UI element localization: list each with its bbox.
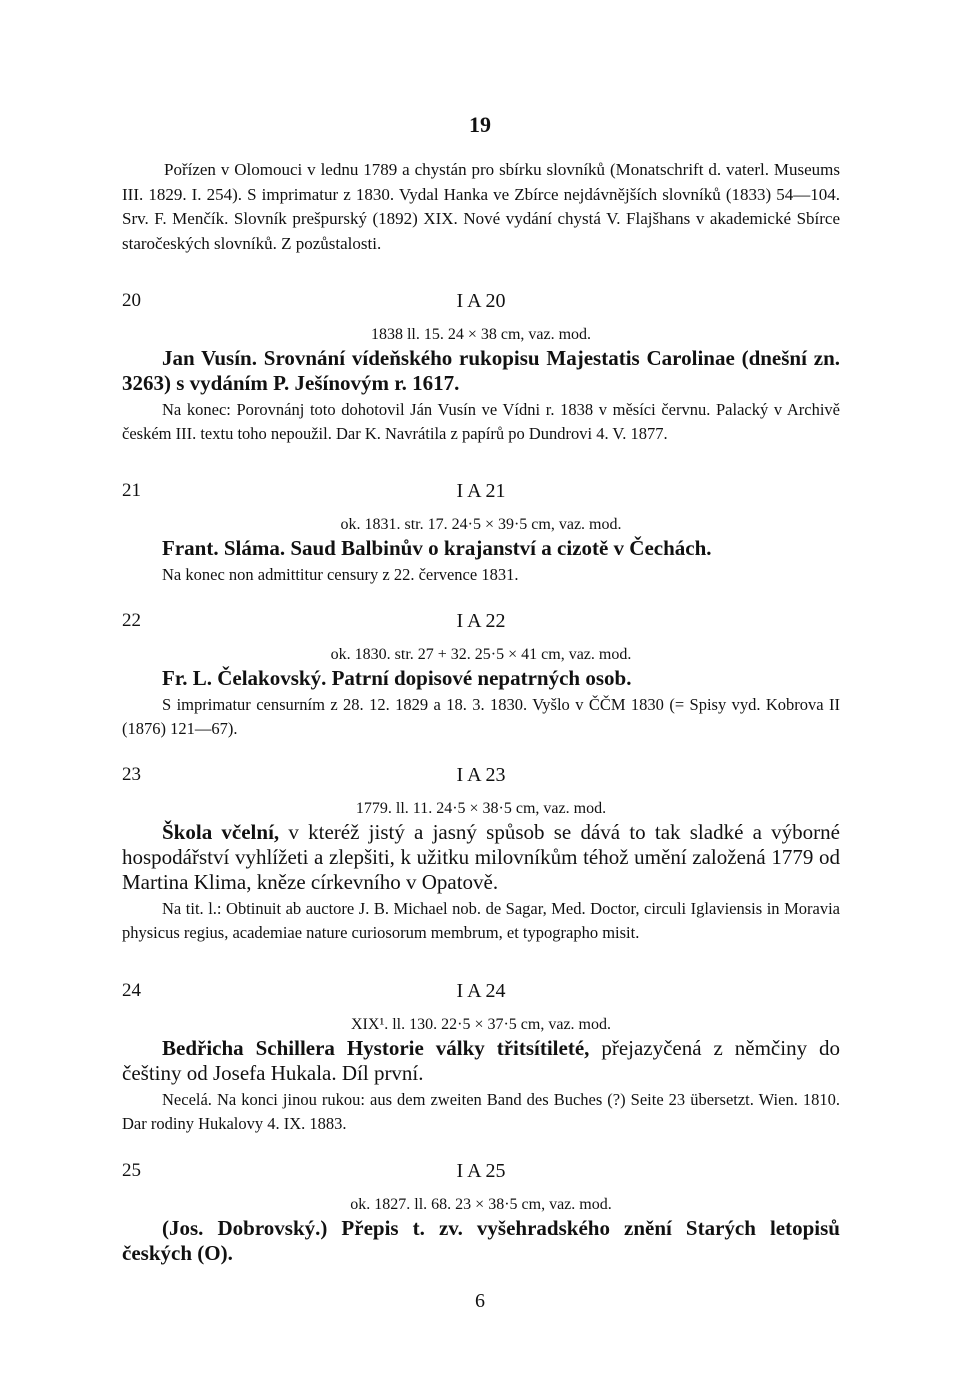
entry-note: S imprimatur censurním z 28. 12. 1829 a 18. 3. 1830. Vyšlo v ČČM 1830 (= Spisy vyd. Kobrova II (1876) 121—67). [122,695,840,738]
entry-number: 23 [122,764,141,785]
entry-number: 22 [122,610,141,631]
entry-title [122,536,840,561]
entry-title-bold: Fr. L. Čelakovský. Patrní dopisové nepatrných osob. [162,666,632,690]
entry-title-rest: přejazyčená z němčiny do češtiny od Josefa Hukala. Díl první. [122,1036,840,1085]
entry-number: 25 [122,1160,141,1181]
entry-24 [122,980,840,1135]
entry-note: Na tit. l.: Obtinuit ab auctore J. B. Michael nob. de Sagar, Med. Doctor, circuli Iglaviensis in Moravia physicus regius, academiae nature curiosorum membrum, et typographo misit. [122,899,840,942]
entry-note: Na konec: Porovnánj toto dohotovil Ján Vusín ve Vídni r. 1838 v měsíci červnu. Palacký v Archivě českém III. textu toho nepoužil. Dar K. Navrátila z papírů po Dundrovi 4. V. 1877. [122,400,840,443]
entry-number: 21 [122,480,141,501]
entry-note: Necelá. Na konci jinou rukou: aus dem zweiten Band des Buches (?) Seite 23 übersetzt. Wien. 1810. Dar rodiny Hukalovy 4. IX. 1883. [122,1090,840,1133]
entry-20 [122,290,840,445]
entry-signature: I A 20 [456,290,506,312]
entry-signature: I A 23 [456,764,506,786]
entry-23 [122,764,840,944]
entry-title-bold: Jan Vusín. Srovnání vídeňského rukopisu Majestatis Carolinae (dnešní zn. 3263) s vydáním P. Ješínovým r. 1617. [122,346,840,395]
entry-meta: 1838 ll. 15. 24 × 38 cm, vaz. mod. [370,326,592,343]
entry-number: 20 [122,290,141,311]
entry-title [122,346,840,396]
entry-title-bold: Frant. Sláma. Saud Balbinův o krajanství a cizotě v Čechách. [162,536,712,560]
footer-number: 6 [475,1290,485,1312]
entry-title-bold: (Jos. Dobrovský.) Přepis t. zv. vyšehradského znění Starých letopisů českých (O). [122,1216,840,1265]
entry-meta: XIX¹. ll. 130. 22·5 × 37·5 cm, vaz. mod. [351,1016,611,1033]
page-number: 19 [469,112,491,137]
entry-title [122,1216,840,1266]
entry-title [122,1036,840,1086]
entry-signature: I A 24 [456,980,506,1002]
entry-signature: I A 21 [456,480,506,502]
entry-title [122,666,840,691]
entry-title-rest: v kteréž jistý a jasný spůsob se dává to tak sladké a výborné hospodářství vyhlížeti a zlepšiti, k užitku milovníkům téhož umění založená 1779 od Martina Klima, kněze církevního v Opatově. [122,820,840,894]
entry-meta: ok. 1831. str. 17. 24·5 × 39·5 cm, vaz. mod. [340,516,622,533]
entry-title-bold: Škola včelní, [162,820,280,844]
intro-paragraph: Pořízen v Olomouci v lednu 1789 a chystán pro sbírku slovníků (Monatschrift d. vaterl. Museums III. 1829. I. 254). S imprimatur z 1830. Vydal Hanka ve Zbírce nejdávnějších slovníků (1833) 54—104. Srv. F. Menčík. Slovník prešpurský (1892) XIX. Nové vydání chystá V. Flajšhans v akademické Sbírce staročeských slovníků. Z pozůstalosti. [122,160,840,253]
entry-signature: I A 25 [456,1160,506,1182]
entry-22 [122,610,840,740]
entry-meta: ok. 1827. ll. 68. 23 × 38·5 cm, vaz. mod. [350,1196,612,1213]
entry-title-bold: Bedřicha Schillera Hystorie války třitsítileté, [162,1036,590,1060]
entry-title [122,820,840,895]
entry-meta: ok. 1830. str. 27 + 32. 25·5 × 41 cm, vaz. mod. [330,646,632,663]
entry-signature: I A 22 [456,610,506,632]
entry-meta: 1779. ll. 11. 24·5 × 38·5 cm, vaz. mod. [355,800,607,817]
entry-number: 24 [122,980,141,1001]
entry-21 [122,480,840,587]
entry-note: Na konec non admittitur censury z 22. července 1831. [162,565,519,584]
entry-25 [122,1160,840,1266]
